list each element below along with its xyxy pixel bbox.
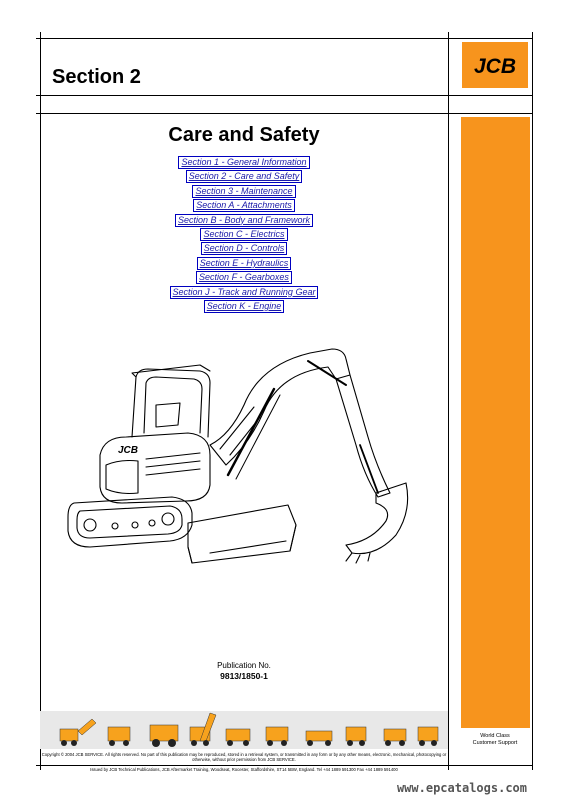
machine-icon (418, 727, 438, 741)
machine-icon (346, 727, 366, 741)
link-section-2[interactable]: Section 2 - Care and Safety (186, 170, 303, 183)
link-section-1[interactable]: Section 1 - General Information (178, 156, 309, 169)
section-link-list (40, 154, 448, 312)
tagline-line-2: Customer Support (472, 740, 518, 746)
issued-by-notice: Issued by JCB Technical Publications, JCB Aftermarket Training, Woodseat, Rocester, Staffordshire, ST14 5BW, England. Tel +44 1889 591300 Fax +44 1889 591400 (90, 767, 398, 772)
footer-bottom-rule (36, 765, 532, 766)
list-item (40, 226, 448, 240)
link-section-b[interactable]: Section B - Body and Framework (175, 214, 313, 227)
publication-number: 9813/1850-1 (220, 671, 268, 681)
list-item (40, 284, 448, 298)
link-section-3[interactable]: Section 3 - Maintenance (192, 185, 295, 198)
machine-arm-icon (78, 719, 96, 735)
right-frame-line (448, 32, 449, 770)
outer-right-frame-line (532, 32, 533, 770)
link-section-c[interactable]: Section C - Electrics (200, 228, 287, 241)
list-item (40, 212, 448, 226)
link-section-j[interactable]: Section J - Track and Running Gear (170, 286, 319, 299)
machine-icon (306, 731, 332, 741)
orange-side-strip (461, 117, 530, 728)
machine-icon (226, 729, 250, 741)
logo-text: JCB (473, 55, 517, 78)
list-item (40, 197, 448, 211)
link-section-d[interactable]: Section D - Controls (201, 242, 288, 255)
copyright-notice: Copyright © 2004 JCB SERVICE. All rights reserved. No part of this publication may be reproduced, stored in a retrieval system, or transmitted in any form or by any other means, electronic, mechanical, photocopying or otherwise, without prior permission from JCB SERVICE. (41, 752, 447, 763)
list-item (40, 240, 448, 254)
header-bottom-rule (36, 95, 532, 96)
publication-label: Publication No. (217, 661, 271, 670)
link-section-e[interactable]: Section E - Hydraulics (197, 257, 292, 270)
link-section-k[interactable]: Section K - Engine (204, 300, 285, 313)
list-item (40, 168, 448, 182)
tagline-line-1: World Class (480, 733, 510, 739)
machine-icon (384, 729, 406, 741)
excavator-illustration (60, 325, 420, 585)
link-section-a[interactable]: Section A - Attachments (193, 199, 295, 212)
section-header-title: Section 2 (52, 66, 141, 88)
link-section-f[interactable]: Section F - Gearboxes (196, 271, 292, 284)
header-top-rule (36, 38, 532, 39)
watermark-text: www.epcatalogs.com (396, 781, 527, 795)
machine-icon (150, 725, 178, 741)
list-item (40, 255, 448, 269)
jcb-logo (462, 42, 528, 88)
machine-lineup-image (40, 711, 448, 749)
list-item (40, 154, 448, 168)
body-logo-text: JCB (118, 445, 139, 456)
page-title: Care and Safety (168, 124, 320, 146)
list-item (40, 183, 448, 197)
list-item (40, 269, 448, 283)
machine-icon (266, 727, 288, 741)
list-item (40, 298, 448, 312)
tagline (462, 733, 528, 747)
body-top-rule (36, 113, 532, 114)
machine-icon (60, 729, 78, 741)
machine-icon (108, 727, 130, 741)
